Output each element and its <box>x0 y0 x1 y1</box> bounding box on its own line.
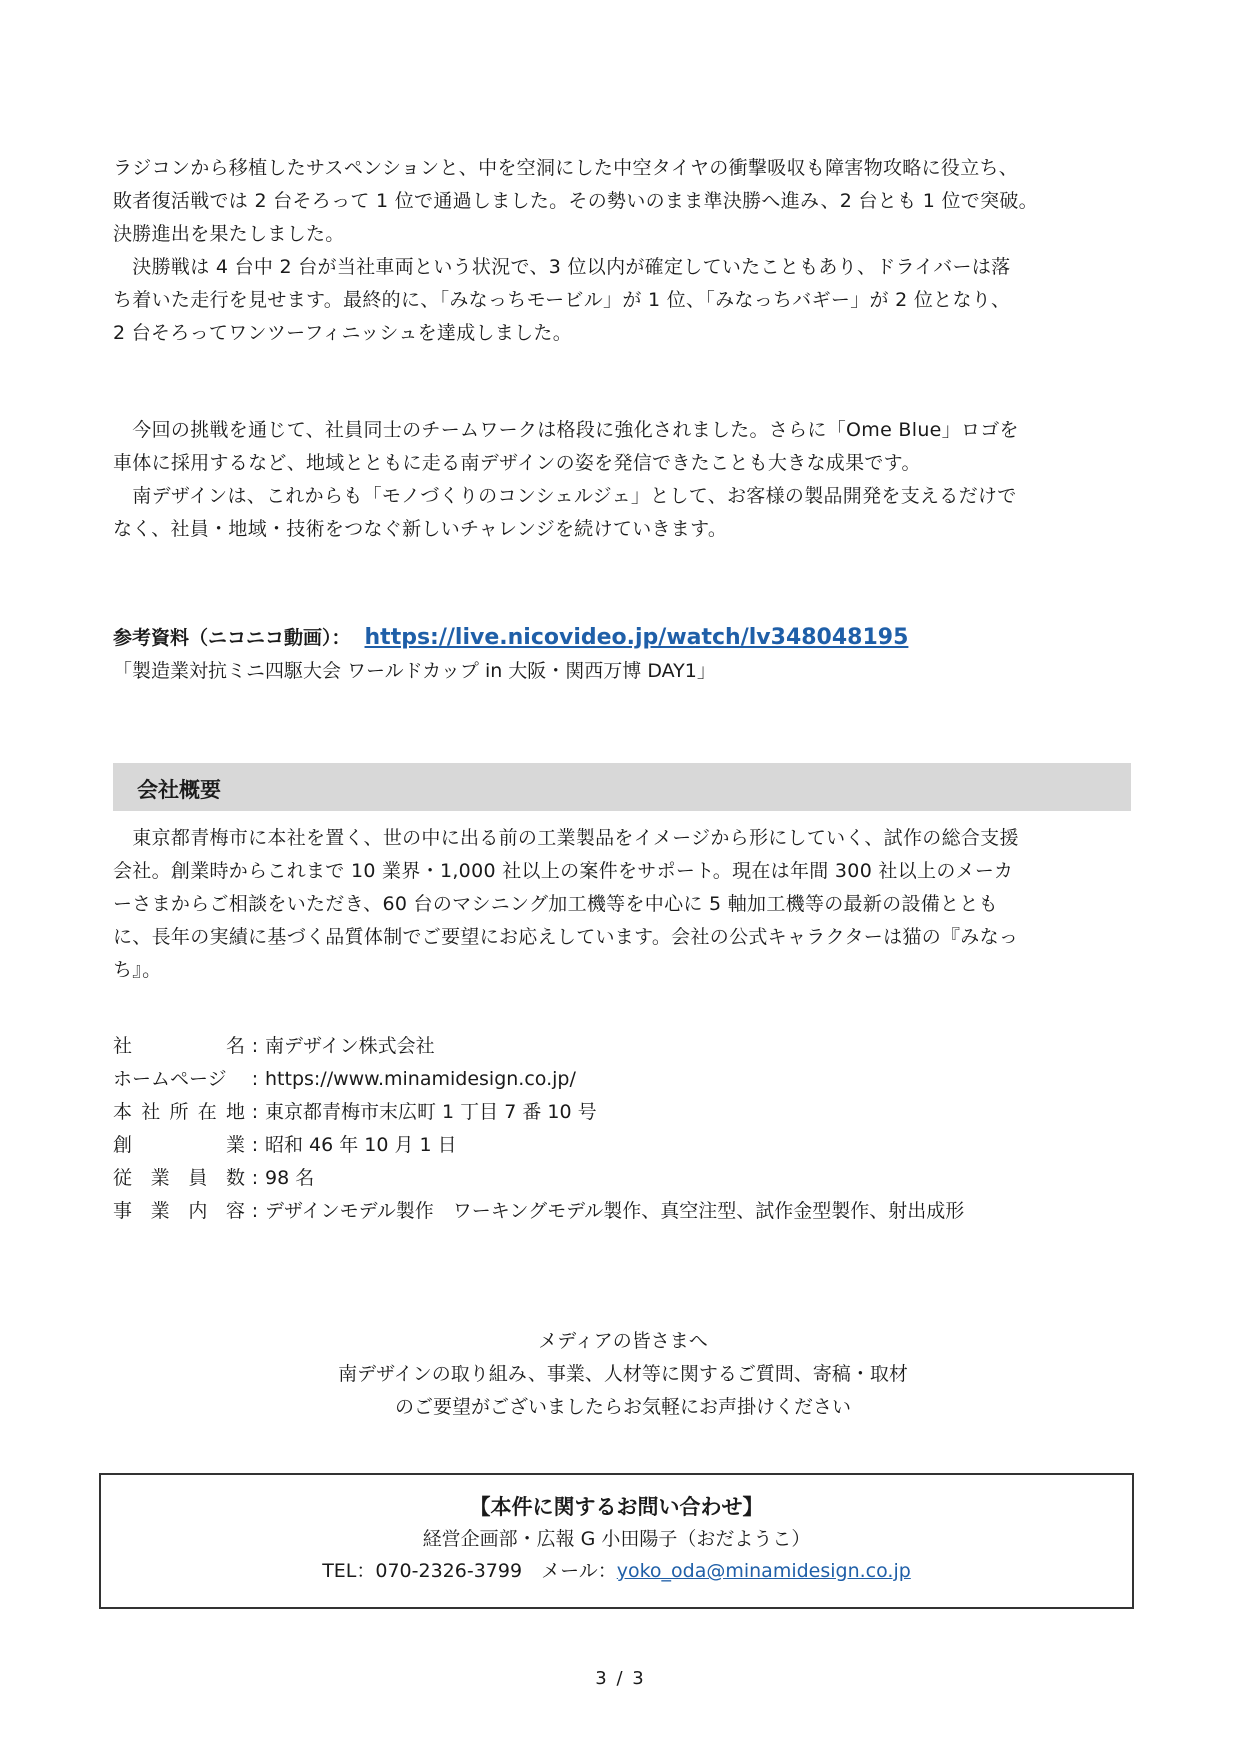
message-line: 南デザインの取り組み、事業、人材等に関するご質問、寄稿・取材 <box>338 1363 908 1385</box>
company-description <box>113 822 1133 987</box>
reference-line <box>113 621 1133 655</box>
info-value[interactable]: https://www.minamidesign.co.jp/ <box>265 1068 576 1090</box>
contact-person: 経営企画部・広報 G 小田陽子（おだようこ） <box>422 1528 811 1550</box>
info-label-char: 容 <box>225 1200 245 1222</box>
info-label-char: 業 <box>150 1200 170 1222</box>
message-line: のご要望がございましたらお気軽にお声掛けください <box>394 1396 851 1418</box>
text-line: 敗者復活戦では 2 台そろって 1 位で通過しました。その勢いのまま準決勝へ進み、2 台とも 1 位で突破。 <box>113 190 1038 212</box>
info-row <box>113 1195 1133 1228</box>
text-line: 車体に採用するなど、地域とともに走る南デザインの姿を発信できたことも大きな成果です。 <box>113 452 921 474</box>
info-label <box>113 1195 245 1228</box>
text-line: なく、社員・地域・技術をつなぐ新しいチャレンジを続けていきます。 <box>113 518 728 540</box>
info-label <box>113 1030 245 1063</box>
info-label-char: 従 <box>113 1167 133 1189</box>
info-separator: : <box>251 1167 259 1189</box>
contact-tel: TEL：070-2326-3799 メール： <box>322 1560 617 1582</box>
contact-email-link[interactable]: yoko_oda@minamidesign.co.jp <box>616 1560 911 1582</box>
info-value: 98 名 <box>265 1167 315 1189</box>
info-row <box>113 1063 1133 1096</box>
text-line: 東京都青梅市に本社を置く、世の中に出る前の工業製品をイメージから形にしていく、試作の総合支援 <box>113 827 1019 849</box>
info-label <box>113 1063 245 1096</box>
info-value: 南デザイン株式会社 <box>265 1035 435 1057</box>
text-line: 会社。創業時からこれまで 10 業界・1,000 社以上の案件をサポート。現在は年間 300 社以上のメーカ <box>113 860 1014 882</box>
info-separator: : <box>251 1035 259 1057</box>
info-label-char: 業 <box>225 1134 245 1156</box>
text-line: 決勝進出を果たしました。 <box>113 223 345 245</box>
message-line: メディアの皆さまへ <box>538 1330 708 1352</box>
info-row <box>113 1096 1133 1129</box>
company-info-table <box>113 1030 1133 1228</box>
text-line: 南デザインは、これからも「モノづくりのコンシェルジェ」として、お客様の製品開発を支えるだけで <box>113 485 1017 507</box>
info-separator: : <box>251 1101 259 1123</box>
info-label-char: 社 <box>141 1101 161 1123</box>
info-label-char: 地 <box>225 1101 245 1123</box>
info-separator: : <box>251 1134 259 1156</box>
reference-caption: 「製造業対抗ミニ四駆大会 ワールドカップ in 大阪・関西万博 DAY1」 <box>113 660 716 682</box>
info-row <box>113 1162 1133 1195</box>
info-row <box>113 1129 1133 1162</box>
info-label-char: 業 <box>150 1167 170 1189</box>
reference-link[interactable]: https://live.nicovideo.jp/watch/lv348048195 <box>364 625 909 650</box>
info-label <box>113 1162 245 1195</box>
info-value: 東京都青梅市末広町 1 丁目 7 番 10 号 <box>265 1101 597 1123</box>
contact-box <box>99 1473 1134 1609</box>
summary-paragraph <box>113 414 1133 546</box>
text-line: ち』。 <box>113 959 162 981</box>
text-line: に、長年の実績に基づく品質体制でご要望にお応えしています。会社の公式キャラクターは猫の『みなっ <box>113 926 1019 948</box>
info-label-char: ホームページ <box>113 1068 227 1090</box>
info-label-char: 員 <box>188 1167 208 1189</box>
media-message <box>113 1325 1133 1424</box>
info-label-char: 創 <box>113 1134 133 1156</box>
info-separator: : <box>251 1068 259 1090</box>
info-label-char: 社 <box>113 1035 133 1057</box>
info-label-char: 数 <box>225 1167 245 1189</box>
reference-label: 参考資料（ニコニコ動画）： <box>113 627 351 649</box>
info-label-char: 在 <box>197 1101 217 1123</box>
info-separator: : <box>251 1200 259 1222</box>
info-label-char: 事 <box>113 1200 133 1222</box>
info-value: 昭和 46 年 10 月 1 日 <box>265 1134 457 1156</box>
intro-paragraph <box>113 152 1133 350</box>
company-section-heading <box>113 763 1131 811</box>
text-line: 2 台そろってワンツーフィニッシュを達成しました。 <box>113 322 573 344</box>
text-line: ち着いた走行を見せます。最終的に、「みなっちモービル」が 1 位、「みなっちバギー」が 2 位となり、 <box>113 289 1011 311</box>
info-label <box>113 1096 245 1129</box>
info-row <box>113 1030 1133 1063</box>
info-label-char: 所 <box>169 1101 189 1123</box>
info-label <box>113 1129 245 1162</box>
section-title: 会社概要 <box>137 778 221 802</box>
text-line: ーさまからご相談をいただき、60 台のマシニング加工機等を中心に 5 軸加工機等の最新の設備ととも <box>113 893 998 915</box>
reference-block <box>113 621 1133 688</box>
text-line: ラジコンから移植したサスペンションと、中を空洞にした中空タイヤの衝撃吸収も障害物攻略に役立ち、 <box>113 157 1019 179</box>
contact-title: 【本件に関するお問い合わせ】 <box>469 1495 764 1519</box>
text-line: 決勝戦は 4 台中 2 台が当社車両という状況で、3 位以内が確定していたこともあり、ドライバーは落 <box>113 256 1011 278</box>
info-label-char: 内 <box>188 1200 208 1222</box>
contact-line <box>101 1555 1132 1587</box>
info-label-char: 本 <box>113 1101 133 1123</box>
info-value: デザインモデル製作 ワーキングモデル製作、真空注型、試作金型製作、射出成形 <box>265 1200 965 1222</box>
page-number: 3 / 3 <box>595 1668 646 1689</box>
text-line: 今回の挑戦を通じて、社員同士のチームワークは格段に強化されました。さらに「Ome Blue」ロゴを <box>113 419 1019 441</box>
info-label-char: 名 <box>225 1035 245 1057</box>
